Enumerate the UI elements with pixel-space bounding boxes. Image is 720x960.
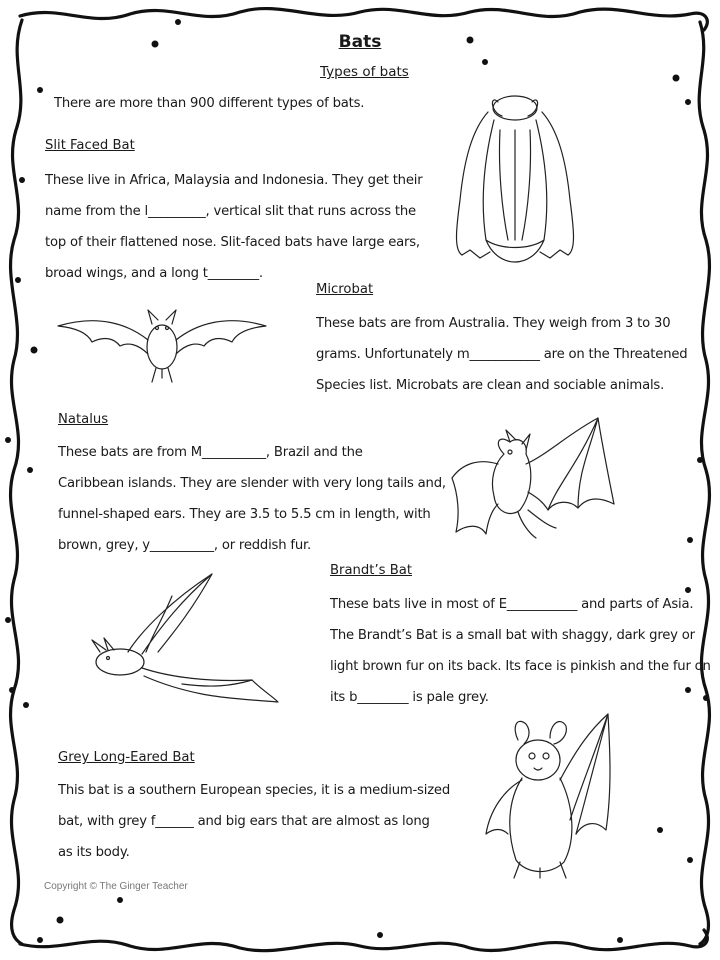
section-line: These bats live in most of E___________ and parts of Asia. bbox=[330, 597, 694, 612]
section-line: This bat is a southern European species, it is a medium-sized bbox=[58, 783, 451, 798]
section-line: grams. Unfortunately m___________ are on the Threatened bbox=[316, 347, 688, 362]
section-heading-natalus: Natalus bbox=[58, 412, 109, 427]
page-subtitle: Types of bats bbox=[320, 64, 409, 80]
section-line: bat, with grey f______ and big ears that are almost as long bbox=[58, 814, 430, 829]
section-line: light brown fur on its back. Its face is pinkish and the fur on bbox=[330, 659, 711, 674]
section-heading-grey-long-eared-bat: Grey Long-Eared Bat bbox=[58, 750, 195, 765]
section-heading-brandts-bat: Brandt’s Bat bbox=[330, 563, 413, 578]
section-line: These bats are from Australia. They weigh from 3 to 30 bbox=[316, 316, 671, 331]
section-line: as its body. bbox=[58, 845, 130, 860]
section-line: These bats are from M__________, Brazil and the bbox=[58, 445, 363, 460]
section-line: Species list. Microbats are clean and sociable animals. bbox=[316, 378, 665, 393]
section-line: These live in Africa, Malaysia and Indonesia. They get their bbox=[45, 173, 423, 188]
section-line: broad wings, and a long t________. bbox=[45, 266, 263, 281]
section-line: funnel-shaped ears. They are 3.5 to 5.5 cm in length, with bbox=[58, 507, 431, 522]
section-line: its b________ is pale grey. bbox=[330, 690, 489, 705]
flying-bat-icon bbox=[448, 414, 618, 554]
flying-bat-icon bbox=[48, 302, 276, 387]
section-line: Caribbean islands. They are slender with very long tails and, bbox=[58, 476, 446, 491]
intro-text: There are more than 900 different types of bats. bbox=[54, 96, 365, 111]
gliding-bat-icon bbox=[62, 570, 282, 710]
copyright-text: Copyright © The Ginger Teacher bbox=[44, 881, 188, 892]
hanging-bat-icon bbox=[450, 90, 580, 265]
section-heading-slit-faced-bat: Slit Faced Bat bbox=[45, 138, 135, 153]
section-line: The Brandt’s Bat is a small bat with shaggy, dark grey or bbox=[330, 628, 695, 643]
section-line: name from the l_________, vertical slit that runs across the bbox=[45, 204, 416, 219]
section-line: top of their flattened nose. Slit-faced bats have large ears, bbox=[45, 235, 420, 250]
bat-eating-icon bbox=[480, 710, 620, 880]
page-title: Bats bbox=[338, 32, 382, 52]
section-line: brown, grey, y__________, or reddish fur. bbox=[58, 538, 311, 553]
section-heading-microbat: Microbat bbox=[316, 282, 374, 297]
